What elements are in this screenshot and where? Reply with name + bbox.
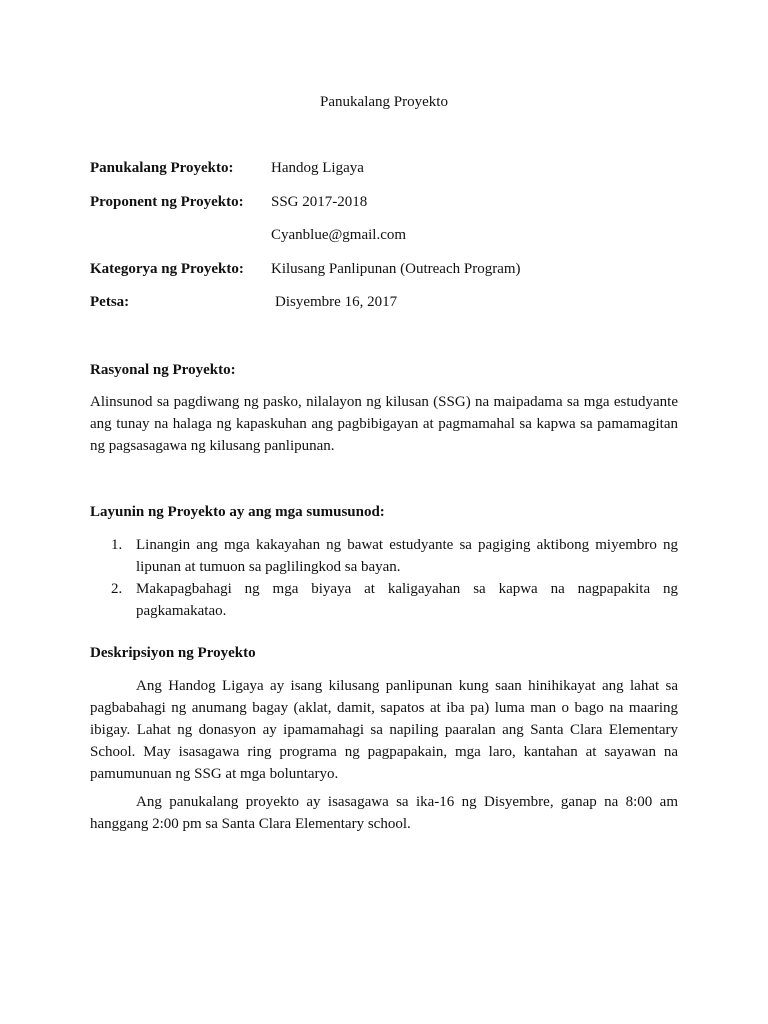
project-name-value: Handog Ligaya: [271, 160, 364, 176]
rationale-heading: Rasyonal ng Proyekto:: [90, 362, 236, 378]
description-paragraph-2: Ang panukalang proyekto ay isasagawa sa ika-16 ng Disyembre, ganap na 8:00 am hanggang 2:00 pm sa Santa Clara Elementary school.: [90, 794, 678, 832]
date-row: [90, 291, 690, 313]
proponent-value: SSG 2017-2018: [271, 194, 368, 210]
project-name-row: [90, 157, 690, 179]
proponent-row: [90, 191, 690, 213]
description-paragraph-1: Ang Handog Ligaya ay isang kilusang panlipunan kung saan hinihikayat ang lahat sa pagbabahagi ng anumang bagay (aklat, damit, sapatos at iba pa) luma man o bago na maaring ibigay. Lahat ng donasyon ay ipamamahagi sa napiling paaralan ang Santa Clara Elementary School. May isasagawa ring programa ng pagpapakain, mga laro, kantahan at sayawan na pamumunuan ng SSG at mga boluntaryo.: [90, 678, 678, 782]
description-heading: Deskripsiyon ng Proyekto: [90, 645, 256, 661]
objective-text: Makapagbahagi ng mga biyaya at kaligayahan sa kapwa na nagpapakita ng pagkamakatao.: [136, 581, 678, 619]
email-row: [90, 224, 690, 246]
objectives-list: [90, 534, 678, 622]
objective-item: [90, 578, 678, 622]
document-title: Panukalang Proyekto: [320, 94, 448, 110]
objective-item: [90, 534, 678, 578]
category-row: [90, 258, 690, 280]
objectives-heading: Layunin ng Proyekto ay ang mga sumusunod:: [90, 504, 385, 520]
proponent-label: Proponent ng Proyekto:: [90, 194, 244, 210]
objective-number: 2.: [111, 581, 123, 597]
objective-number: 1.: [111, 537, 123, 553]
date-label: Petsa:: [90, 294, 130, 310]
category-label: Kategorya ng Proyekto:: [90, 261, 244, 277]
date-value: Disyembre 16, 2017: [275, 294, 398, 310]
objective-text: Linangin ang mga kakayahan ng bawat estudyante sa pagiging aktibong miyembro ng lipunan at tumuon sa paglilingkod sa bayan.: [136, 537, 678, 575]
rationale-paragraph: Alinsunod sa pagdiwang ng pasko, nilalayon ng kilusan (SSG) na maipadama sa mga estudyante ang tunay na halaga ng kapaskuhan ang pagbibigayan at pagmamahal sa kapwa sa pamamagitan ng pagsasagawa ng kilusang panlipunan.: [90, 394, 678, 454]
proponent-email: Cyanblue@gmail.com: [271, 227, 407, 243]
category-value: Kilusang Panlipunan (Outreach Program): [271, 261, 521, 277]
project-name-label: Panukalang Proyekto:: [90, 160, 234, 176]
